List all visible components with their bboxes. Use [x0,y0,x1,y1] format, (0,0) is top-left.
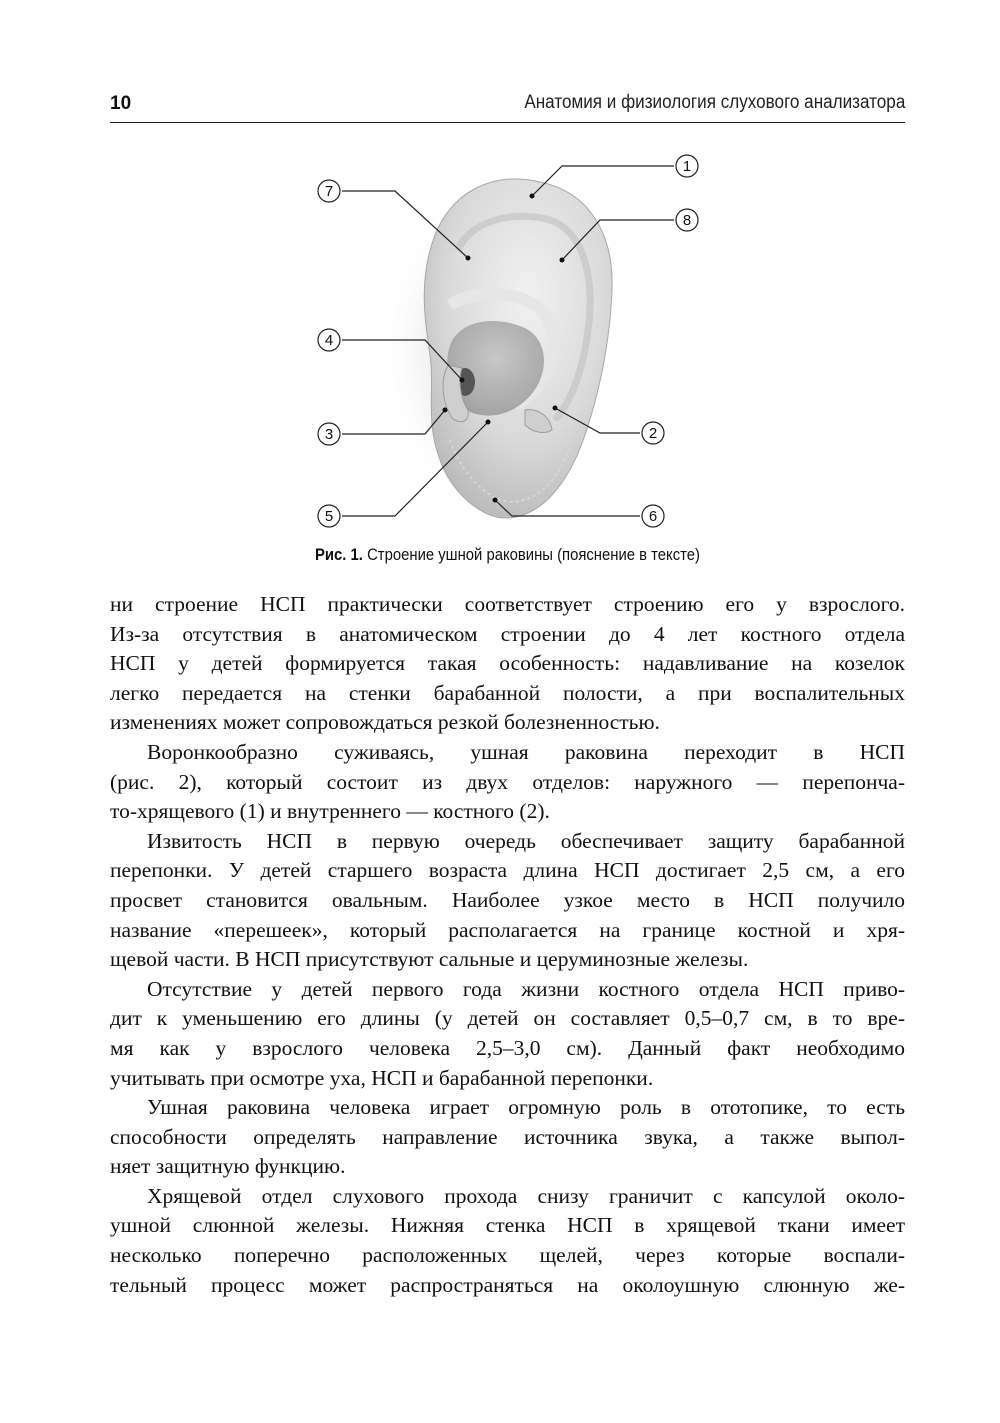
text-line: ушной слюнной железы. Нижняя стенка НСП в хрящевой ткани имеет [110,1213,905,1238]
text-line: няет защитную функцию. [110,1154,346,1179]
running-head-title: Анатомия и физиология слухового анализатора [524,92,905,113]
paragraph [110,975,905,1093]
text-line: Ушная раковина человека играет огромную роль в ототопике, то есть [147,1095,905,1120]
text-line: название «перешеек», который располагается на границе костной и хря- [110,917,905,942]
page-number: 10 [110,93,132,114]
text-line: мя как у взрослого человека 2,5–3,0 см). Данный факт необходимо [110,1035,905,1060]
callout-label-6: 6 [648,508,658,525]
paragraph [110,590,905,738]
text-line: легко передается на стенки барабанной полости, а при воспалительных [110,680,905,705]
text-line: ни строение НСП практически соответствует строению его у взрослого. [110,592,905,616]
callout-label-4: 4 [324,332,334,349]
text-line: щевой части. В НСП присутствуют сальные и церуминозные железы. [110,947,749,972]
text-line: перепонки. У детей старшего возраста длина НСП достигает 2,5 см, а его [110,858,905,883]
paragraph [110,1093,905,1182]
text-line: просвет становится овальным. Наиболее узкое место в НСП получило [110,887,905,912]
text-line: несколько поперечно расположенных щелей, через которые воспали- [110,1243,905,1268]
figure-caption-text: Строение ушной раковины (пояснение в тексте) [367,546,700,564]
text-line: дит к уменьшению его длины (у детей он составляет 0,5–0,7 см, в то вре- [110,1006,905,1031]
text-line: Извитость НСП в первую очередь обеспечивает защиту барабанной [147,828,905,853]
ear-anatomy-figure [300,140,720,540]
text-line: (рис. 2), который состоит из двух отделов: наружного — перепонча- [110,769,905,794]
callout-label-8: 8 [682,212,692,229]
text-line: способности определять направление источника звука, а также выпол- [110,1124,905,1149]
text-line: тельный процесс может распространяться на околоушную слюнную же- [110,1272,905,1297]
text-line: учитывать при осмотре уха, НСП и барабанной перепонки. [110,1065,654,1090]
callout-label-2: 2 [648,425,658,442]
callout-label-5: 5 [324,508,334,525]
text-line: то-хрящевого (1) и внутреннего — костного (2). [110,799,550,824]
paragraph [110,738,905,827]
callout-label-7: 7 [324,183,334,200]
text-line: Отсутствие у детей первого года жизни костного отдела НСП приво- [147,976,905,1001]
body-text [110,590,905,1300]
text-line: Из-за отсутствия в анатомическом строении до 4 лет костного отдела [110,621,905,646]
figure-caption [150,546,866,565]
text-line: Хрящевой отдел слухового прохода снизу граничит с капсулой около- [147,1183,905,1208]
text-line: НСП у детей формируется такая особенность: надавливание на козелок [110,651,905,676]
callout-label-1: 1 [682,158,692,175]
running-head [110,88,905,123]
text-line: изменениях может сопровождаться резкой болезненностью. [110,710,660,735]
ear-illustration [300,140,720,540]
paragraph [110,1182,905,1300]
paragraph [110,827,905,975]
callout-label-3: 3 [324,426,334,443]
figure-caption-label: Рис. 1. [314,546,363,564]
text-line: Воронкообразно суживаясь, ушная раковина переходит в НСП [147,739,905,764]
